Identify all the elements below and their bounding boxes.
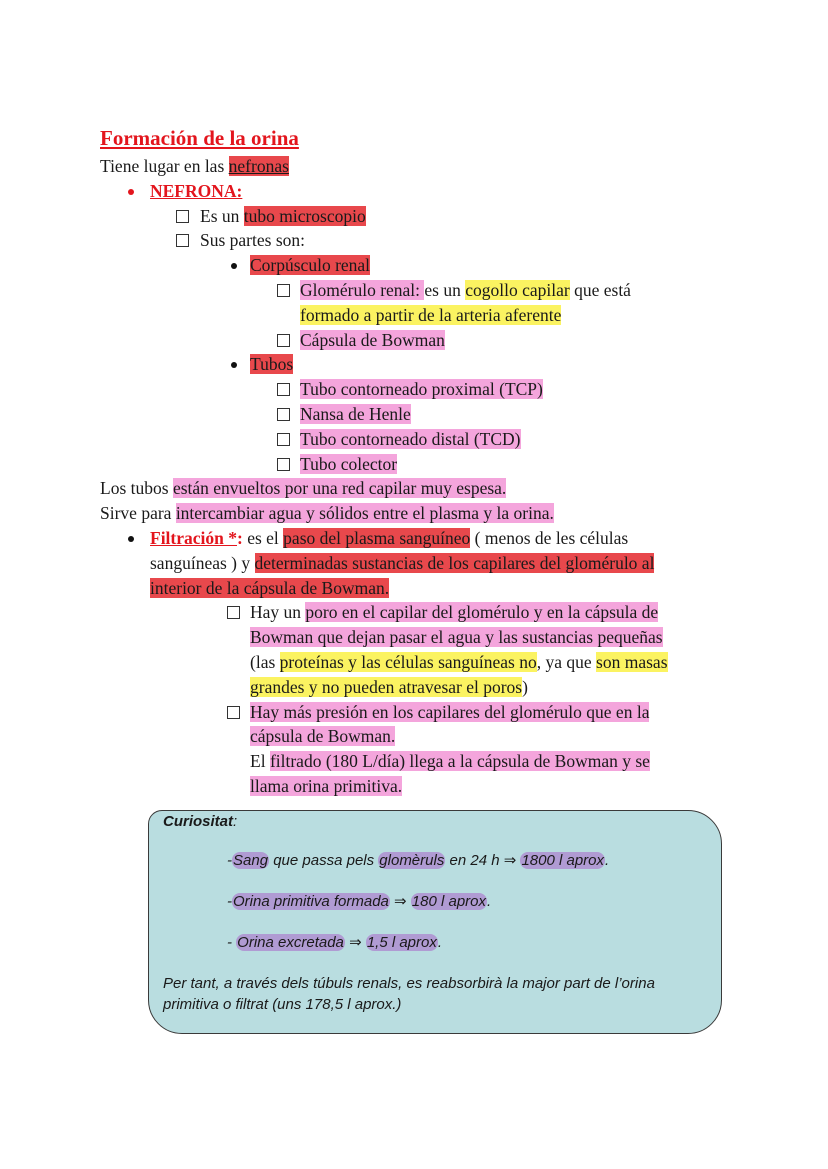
checkbox-icon [277, 408, 290, 421]
highlighted-text: Tubos [250, 354, 294, 375]
curiositat-conclusion: Per tant, a través dels túbuls renals, es reabsorbirà la major part de l’orina [163, 975, 655, 992]
curiositat-title-text: Curiositat [163, 813, 234, 830]
text-line [250, 724, 395, 749]
text: , ya que [536, 652, 597, 672]
highlighted-text: llama orina primitiva. [250, 776, 403, 796]
highlighted-text: glomèruls [379, 852, 445, 869]
text: Tiene lugar en las [100, 156, 229, 176]
checkbox-icon [227, 606, 240, 619]
checkbox-icon [176, 210, 189, 223]
text-line [250, 675, 528, 700]
text: ⇒ [344, 934, 366, 951]
text: Los tubos [100, 478, 173, 499]
highlighted-text: interior de la cápsula de Bowman. [150, 577, 390, 598]
text-line [250, 700, 649, 725]
text: Hay un [250, 602, 306, 623]
highlighted-text: Sang [233, 852, 269, 869]
text: es el [242, 528, 284, 548]
text-line [300, 452, 397, 477]
checkbox-icon [176, 234, 189, 247]
highlighted-text: proteínas y las células sanguíneas no [279, 652, 537, 672]
text-line [150, 179, 242, 204]
heading-text: Filtración * [150, 528, 237, 548]
text-line [300, 427, 521, 452]
text: El [250, 751, 270, 772]
text: que está [569, 280, 631, 300]
bullet-icon [128, 189, 134, 195]
text: . [437, 934, 443, 951]
curiositat-item [227, 892, 491, 910]
text: Es un [200, 205, 244, 226]
text-line [300, 303, 561, 328]
dash: - [227, 893, 232, 910]
curiositat-item [227, 933, 442, 951]
highlighted-text: tubo microscopio [243, 205, 366, 226]
dash: - [227, 852, 232, 869]
highlighted-text: están envueltos por una red capilar muy espesa. [172, 478, 507, 499]
highlighted-text: nefronas [228, 156, 289, 176]
text-line [300, 278, 631, 303]
highlighted-text: poro en el capilar del glomérulo y en la cápsula de [305, 602, 659, 623]
highlighted-text: paso del plasma sanguíneo [283, 528, 471, 548]
highlighted-text: Bowman que dejan pasar el agua y las sustancias pequeñas [250, 627, 663, 648]
text-line [250, 650, 668, 675]
text-line [300, 402, 411, 427]
text: ( menos de les células [470, 528, 629, 548]
text: Sirve para [100, 503, 176, 524]
highlighted-text: son masas [596, 652, 668, 672]
text: en 24 h ⇒ [445, 852, 521, 869]
checkbox-icon [277, 433, 290, 446]
bullet-icon [128, 536, 134, 542]
heading-text: NEFRONA: [150, 180, 243, 201]
bullet-icon [231, 362, 237, 368]
highlighted-text: Corpúsculo renal [250, 255, 371, 276]
text-line [150, 526, 628, 551]
highlighted-text: grandes y no pueden atravesar el poros [250, 676, 523, 697]
dash: - [227, 934, 237, 951]
text-line [250, 774, 402, 799]
page-title: Formación de la orina [100, 126, 299, 150]
highlighted-text: 1,5 l aprox [366, 934, 437, 951]
curiositat-conclusion: primitiva o filtrat (uns 178,5 l aprox.) [163, 996, 402, 1013]
highlighted-text: Orina excretada [237, 934, 344, 951]
curiositat-item [227, 851, 609, 869]
highlighted-text: Tubo contorneado distal (TCD) [300, 428, 521, 449]
curiositat-box [148, 810, 722, 1034]
text: es un [424, 280, 466, 300]
highlighted-text: 180 l aprox [411, 893, 487, 910]
text-line [250, 352, 293, 377]
highlighted-text: formado a partir de la arteria aferente [300, 304, 562, 325]
highlighted-text: intercambiar agua y sólidos entre el plasma y la orina. [175, 503, 554, 524]
checkbox-icon [277, 334, 290, 347]
text-line [200, 228, 305, 253]
text: . [487, 893, 492, 910]
highlighted-text: Tubo colector [300, 453, 398, 474]
text-line [100, 154, 289, 179]
text: . [605, 852, 610, 869]
text-line [300, 377, 543, 402]
text-line [300, 328, 445, 353]
text-line [100, 476, 506, 501]
text-line [250, 625, 663, 650]
bullet-icon [231, 263, 237, 269]
highlighted-text: Tubo contorneado proximal (TCP) [300, 379, 543, 400]
text: (las [250, 652, 280, 672]
highlighted-text: Hay más presión en los capilares del glomérulo que en la [250, 701, 650, 722]
highlighted-text: cogollo capilar [465, 280, 570, 300]
text-line [150, 576, 389, 601]
text: ) [522, 676, 528, 697]
text-line [100, 501, 554, 526]
curiositat-colon: : [233, 813, 238, 830]
heading-text: : [237, 528, 243, 548]
checkbox-icon [277, 383, 290, 396]
text-line [250, 600, 658, 625]
text-line [250, 253, 370, 278]
highlighted-text: Cápsula de Bowman [300, 329, 445, 350]
text-line [200, 204, 366, 229]
text-line [250, 749, 650, 774]
curiositat-title [163, 813, 237, 830]
text: que passa pels [269, 852, 379, 869]
text: sanguíneas ) y [150, 552, 255, 573]
text-line [150, 551, 654, 576]
highlighted-text: 1800 l aprox [521, 852, 605, 869]
highlighted-text: Glomérulo renal: [300, 280, 425, 300]
highlighted-text: determinadas sustancias de los capilares del glomérulo al [254, 552, 655, 573]
highlighted-text: Nansa de Henle [300, 404, 411, 424]
checkbox-icon [227, 706, 240, 719]
highlighted-text: Orina primitiva formada [233, 893, 389, 910]
checkbox-icon [277, 458, 290, 471]
text: Sus partes son: [200, 230, 305, 251]
highlighted-text: cápsula de Bowman. [250, 726, 396, 747]
text: ⇒ [389, 893, 411, 910]
highlighted-text: filtrado (180 L/día) llega a la cápsula de Bowman y se [269, 751, 650, 772]
checkbox-icon [277, 284, 290, 297]
